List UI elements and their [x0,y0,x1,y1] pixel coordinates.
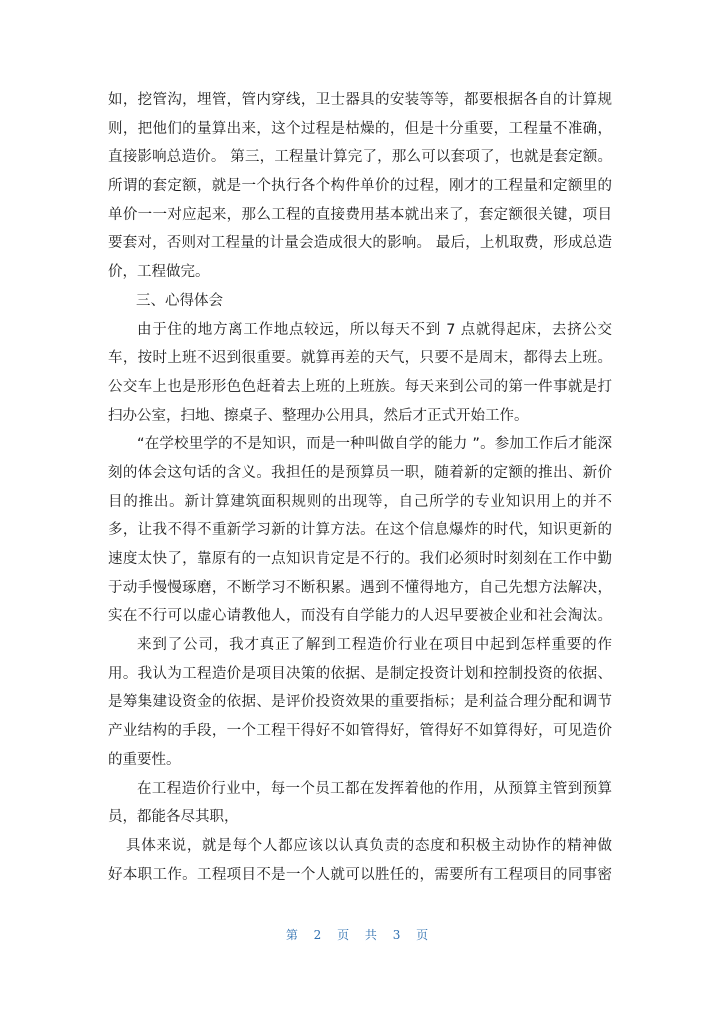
paragraph-line: 员，都能各尽其职， [108,809,239,826]
paragraph-line: 单价一一对应起来，那么工程的直接费用基本就出来了，套定额很关键，项目 [108,206,612,223]
paragraph-line: 车，按时上班不迟到很重要。就算再差的天气，只要不是周末，都得去上班。 [108,350,612,367]
paragraph-line: 产业结构的手段，一个工程干得好不如管得好，管得好不如算得好，可见造价 [108,723,612,740]
paragraph-line: 扫办公室，扫地、擦桌子、整理办公用具，然后才正式开始工作。 [108,407,529,424]
paragraph-line: 是筹集建设资金的依据、是评价投资效果的重要指标；是利益合理分配和调节 [108,694,612,711]
paragraph-line: 来到了公司，我才真正了解到工程造价行业在项目中起到怎样重要的作 [137,637,612,654]
paragraph-line: 实在不行可以虚心请教他人，而没有自学能力的人迟早要被企业和社会淘汰。 [108,608,612,625]
paragraph-line: 具体来说，就是每个人都应该以认真负责的态度和积极主动协作的精神做 [126,837,612,854]
paragraph-line: 目的推出。新计算建筑面积规则的出现等，自己所学的专业知识用上的并不 [108,493,612,510]
paragraph-line: 价，工程做完。 [108,264,210,281]
paragraph-line: 多，让我不得不重新学习新的计算方法。在这个信息爆炸的时代，知识更新的 [108,522,612,539]
paragraph-line: 公交车上也是形形色色赶着去上班的上班族。每天来到公司的第一件事就是打 [108,378,612,395]
paragraph-line: 于动手慢慢琢磨，不断学习不断积累。遇到不懂得地方，自己先想方法解决， [108,579,612,596]
section-heading: 三、心得体会 [136,292,223,309]
paragraph-line: 刻的体会这句话的含义。我担任的是预算员一职，随着新的定额的推出、新价 [108,464,612,481]
paragraph-line: 用。我认为工程造价是项目决策的依据、是制定投资计划和控制投资的依据、 [108,665,612,682]
paragraph-line: 如，挖管沟，埋管，管内穿线，卫士器具的安装等等，都要根据各自的计算规 [108,92,612,108]
paragraph-line: “在学校里学的不是知识，而是一种叫做自学的能力 ”。参加工作后才能深 [137,436,612,453]
paragraph-line: 所谓的套定额，就是一个执行各个构件单价的过程，刚才的工程量和定额里的 [108,178,612,195]
paragraph-line: 的重要性。 [108,751,181,768]
page-number-footer: 第 2 页 共 3 页 [285,928,435,942]
paragraph-line: 直接影响总造价。 第三，工程量计算完了，那么可以套项了，也就是套定额。 [108,149,612,166]
paragraph-line: 好本职工作。工程项目不是一个人就可以胜任的，需要所有工程项目的同事密 [108,866,612,883]
paragraph-line: 由于住的地方离工作地点较远，所以每天不到 7 点就得起床，去挤公交 [137,321,612,338]
document-body [108,86,612,889]
paragraph-line: 则，把他们的量算出来，这个过程是枯燥的，但是十分重要，工程量不准确， [108,120,612,137]
paragraph-line: 要套对，否则对工程量的计量会造成很大的影响。 最后，上机取费，形成总造 [108,235,612,252]
paragraph-line: 速度太快了，靠原有的一点知识肯定是不行的。我们必须时时刻刻在工作中勤 [108,551,612,567]
paragraph-line: 在工程造价行业中，每一个员工都在发挥着他的作用，从预算主管到预算 [137,780,612,797]
